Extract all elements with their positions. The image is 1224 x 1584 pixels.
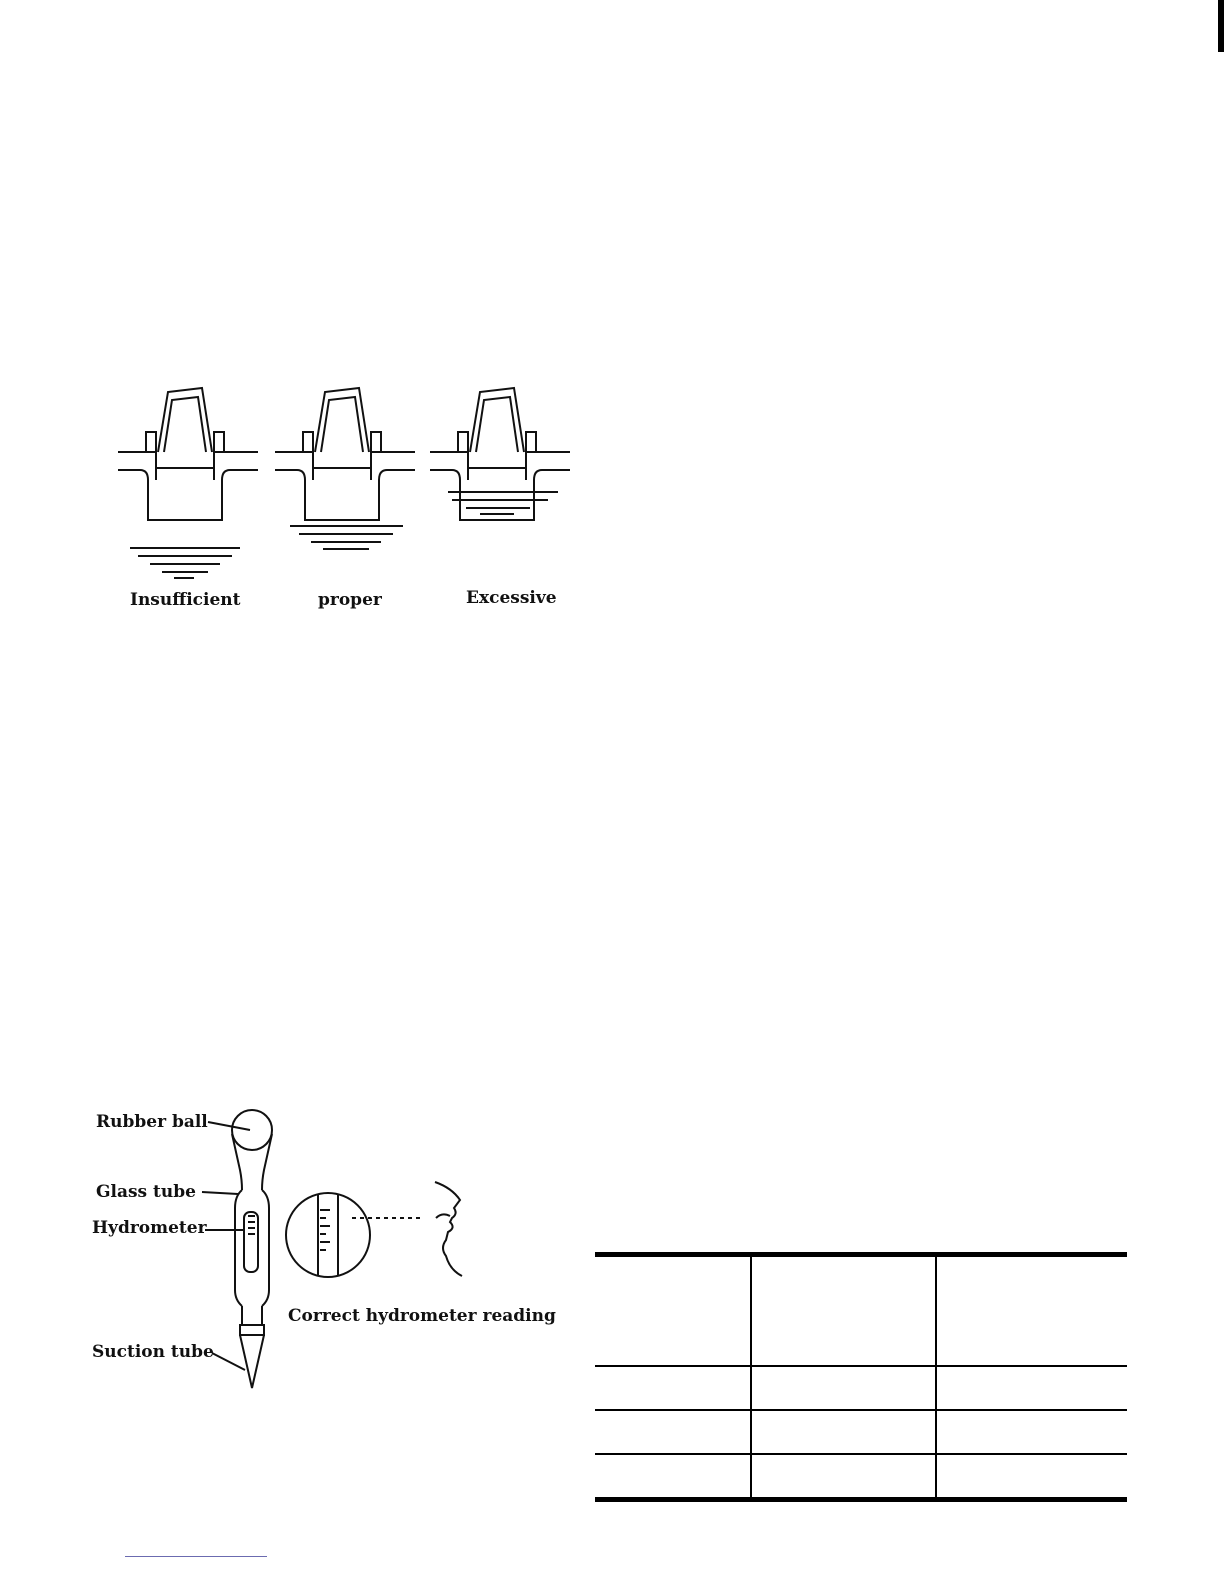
table-cell <box>595 1366 751 1410</box>
cell-insufficient <box>118 388 258 578</box>
table-row <box>595 1454 1127 1500</box>
label-proper: proper <box>318 590 382 610</box>
table-row <box>595 1410 1127 1454</box>
label-glass-tube: Glass tube <box>96 1182 196 1202</box>
cell-proper <box>275 388 415 549</box>
electrolyte-level-figure <box>110 380 580 630</box>
table-header-row <box>595 1255 1127 1367</box>
table-cell <box>595 1410 751 1454</box>
label-excessive: Excessive <box>466 588 557 608</box>
label-insufficient: Insufficient <box>130 590 241 610</box>
table-cell <box>751 1454 935 1500</box>
cell-excessive <box>430 388 570 520</box>
table-cell <box>936 1410 1127 1454</box>
specification-table <box>595 1252 1127 1502</box>
table-cell <box>595 1454 751 1500</box>
label-suction-tube: Suction tube <box>92 1342 214 1362</box>
page-edge-mark <box>1218 0 1224 52</box>
table-cell <box>936 1366 1127 1410</box>
label-correct-reading: Correct hydrometer reading <box>288 1306 556 1326</box>
rubber-ball-shape <box>232 1110 272 1150</box>
table-cell <box>751 1255 935 1367</box>
table-cell <box>936 1255 1127 1367</box>
footnote-rule <box>125 1556 267 1557</box>
label-hydrometer: Hydrometer <box>92 1218 207 1238</box>
table-cell <box>751 1366 935 1410</box>
table-cell <box>751 1410 935 1454</box>
table-cell <box>936 1454 1127 1500</box>
table-cell <box>595 1255 751 1367</box>
label-rubber-ball: Rubber ball <box>96 1112 208 1132</box>
table-row <box>595 1366 1127 1410</box>
hydrometer-figure <box>90 1100 570 1400</box>
